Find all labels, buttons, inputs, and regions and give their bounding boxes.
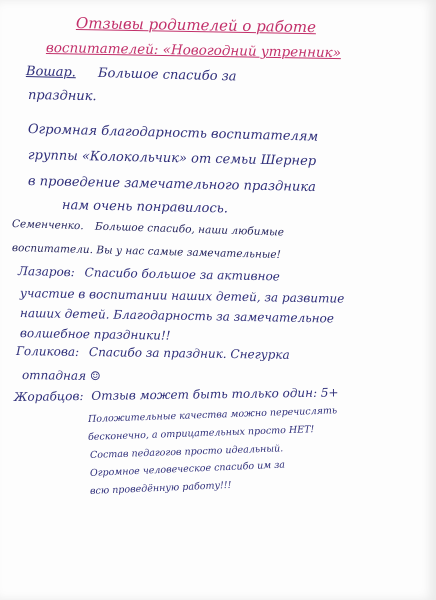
entry-5-line-2: отпадная ☺ — [21, 368, 101, 384]
entry-5-author: Голикова: — [15, 344, 80, 359]
entry-6-line-1: Жорабцов: Отзыв может быть только один: 5+ — [13, 385, 339, 404]
entry-2-line-2: группы «Колокольчик» от семьи Шернер — [27, 148, 317, 170]
entry-2-line-3: в проведение замечательного праздника — [27, 174, 316, 196]
page-header-line-1: Отзывы родителей о работе — [75, 14, 317, 37]
entry-6-line-2: Положительные качества можно перечислять — [87, 405, 338, 425]
entry-1-author: Вошар. — [25, 64, 77, 81]
entry-4-line-1: Лазаров: Спасибо большое за активное — [17, 264, 280, 284]
entry-4-line-2: участие в воспитании наших детей, за развитие — [19, 286, 345, 306]
entry-4-author: Лазаров: — [17, 264, 75, 280]
page-header-line-2: воспитателей: «Новогодний утренник» — [45, 40, 342, 62]
entry-4-line-3: наших детей. Благодарность за замечательное — [19, 306, 335, 326]
entry-1-line-2: праздник. — [27, 88, 97, 105]
entry-6-line-6: всю проведённую работу!!! — [89, 479, 232, 497]
entry-6-line-4: Состав педагогов просто идеальный. — [89, 443, 284, 461]
entry-4-line-4: волшебное праздники!! — [19, 326, 171, 343]
entry-2-line-1: Огромная благодарность воспитателям — [27, 122, 319, 145]
entry-3-author: Семенченко. — [11, 218, 84, 233]
entry-6-author: Жорабцов: — [13, 389, 84, 404]
entry-3-line-1: Семенченко. Большое спасибо, наши любимые — [11, 218, 285, 239]
entry-6-line-5: Огромное человеческое спасибо им за — [89, 459, 286, 479]
entry-3-line-2: воспитатели. Вы у нас самые замечательные! — [11, 242, 281, 262]
entry-1-line-1: Вошар. Большое спасибо за — [25, 64, 237, 85]
entry-5-line-1: Голикова: Спасибо за праздник. Снегурка — [15, 344, 290, 362]
entry-6-line-3: бесконечно, а отрицательных просто НЕТ! — [87, 424, 315, 443]
entry-2-line-4: нам очень понравилось. — [61, 198, 229, 217]
